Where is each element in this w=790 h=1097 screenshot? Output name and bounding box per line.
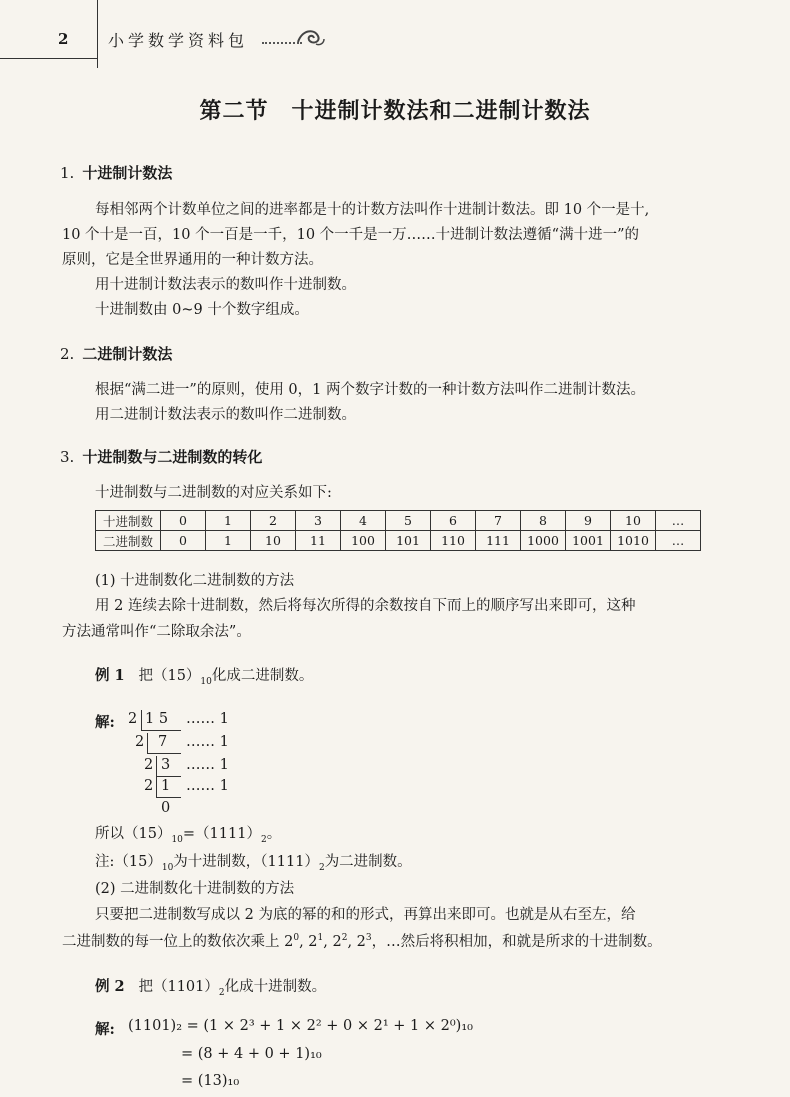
section-3-number: 3. — [60, 448, 75, 466]
equation-line: = (13)₁₀ — [181, 1073, 240, 1089]
division-dividend: 1 — [161, 778, 171, 794]
division-remainder: …… 1 — [186, 778, 229, 794]
table-cell: 10 — [251, 531, 296, 551]
note-sub: 2 — [318, 862, 325, 873]
section-1-line: 用十进制计数法表示的数叫作十进制数。 — [95, 277, 356, 293]
table-cell: 1000 — [521, 531, 566, 551]
equation-line: (1101)₂ = (1 × 2³ + 1 × 2² + 0 × 2¹ + 1 × 2⁰)₁₀ — [128, 1018, 473, 1034]
section-3-heading — [60, 446, 262, 467]
section-2-title: 二进制计数法 — [82, 345, 173, 363]
method-2-line: 二进制数的每一位上的数依次乘上 $2^0$, $2^1$, $2^2$, $2^3$，…然后将积相加，和就是所求的十进制数。 — [62, 933, 662, 950]
table-row-label: 十进制数 — [96, 511, 161, 531]
table-cell: 11 — [296, 531, 341, 551]
example-1 — [95, 664, 313, 687]
example-1-text-post: 化成二进制数。 — [211, 668, 314, 684]
result-text-pre: 所以（15） — [95, 826, 172, 842]
division-dividend: 3 — [161, 757, 171, 773]
table-cell: 10 — [611, 511, 656, 531]
table-cell: 7 — [476, 511, 521, 531]
division-remainder: …… 1 — [186, 711, 229, 727]
table-cell: 1 — [206, 511, 251, 531]
table-cell: 1001 — [566, 531, 611, 551]
section-2-line: 用二进制计数法表示的数叫作二进制数。 — [95, 407, 356, 423]
note-text-pre: 注:（15） — [95, 854, 162, 870]
note-text-mid: 为十进制数，（1111） — [173, 854, 319, 870]
example-2 — [95, 975, 326, 998]
table-row — [96, 511, 701, 531]
method-1-title: (1) 十进制数化二进制数的方法 — [95, 573, 295, 589]
swirl-ornament-icon — [296, 26, 326, 48]
table-cell: 9 — [566, 511, 611, 531]
table-cell: 4 — [341, 511, 386, 531]
section-1-line: 原则，它是全世界通用的一种计数方法。 — [62, 252, 323, 268]
section-1-line: 10 个十是一百，10 个一百是一千，10 个一千是一万……十进制计数法遵循“满十进一”的 — [62, 227, 640, 243]
table-cell: 100 — [341, 531, 386, 551]
method-2-line: 只要把二进制数写成以 2 为底的幂的和的形式，再算出来即可。也就是从右至左，给 — [95, 907, 636, 923]
table-cell: 110 — [431, 531, 476, 551]
table-row — [96, 531, 701, 551]
section-title: 第二节 十进制计数法和二进制计数法 — [199, 98, 591, 124]
result-sub: 2 — [260, 834, 267, 845]
note-sub: 10 — [161, 862, 174, 873]
table-cell: 0 — [161, 511, 206, 531]
division-quotient: 0 — [161, 800, 171, 816]
division-bracket — [147, 753, 181, 754]
method-2-line-pre: 二进制数的每一位上的数依次乘上 2 — [62, 934, 294, 950]
equation-line: = (8 + 4 + 0 + 1)₁₀ — [181, 1046, 322, 1062]
division-bracket — [147, 733, 148, 754]
section-1-line: 十进制数由 0~9 十个数字组成。 — [95, 302, 309, 318]
division-bracket — [156, 797, 181, 798]
table-cell: 101 — [386, 531, 431, 551]
table-cell: 111 — [476, 531, 521, 551]
table-cell: 6 — [431, 511, 476, 531]
result-text-mid: =（1111） — [182, 826, 261, 842]
section-2-line: 根据“满二进一”的原则，使用 0，1 两个数字计数的一种计数方法叫作二进制计数法。 — [95, 382, 645, 398]
example-1-text-sub: 10 — [200, 676, 212, 687]
section-1-heading — [60, 162, 172, 183]
table-cell: 2 — [251, 511, 296, 531]
section-1-title: 十进制计数法 — [82, 164, 173, 182]
note-text-post: 为二进制数。 — [324, 854, 412, 870]
table-cell: 1 — [206, 531, 251, 551]
example-2-text-pre: 把（1101） — [138, 979, 219, 995]
example-1-result — [95, 822, 281, 845]
book-title: 小学数学资料包 — [108, 31, 249, 50]
page-number: 2 — [58, 30, 69, 48]
example-2-text-post: 化成十进制数。 — [224, 979, 327, 995]
table-cell: … — [656, 511, 701, 531]
table-row-label: 二进制数 — [96, 531, 161, 551]
method-2-line-post: ，…然后将积相加，和就是所求的十进制数。 — [371, 934, 662, 950]
example-1-label: 例 1 — [95, 667, 125, 684]
result-sub: 10 — [171, 834, 183, 845]
section-2-number: 2. — [60, 345, 75, 363]
example-1-text-pre: 把（15） — [138, 668, 201, 684]
division-bracket — [156, 776, 181, 777]
division-bracket — [156, 777, 157, 798]
header-divider — [97, 0, 98, 68]
section-3-title: 十进制数与二进制数的转化 — [82, 448, 263, 466]
division-divisor: 2 — [128, 711, 138, 727]
header-rule — [0, 58, 97, 59]
division-dividend: 1 5 — [145, 711, 169, 727]
division-remainder: …… 1 — [186, 734, 229, 750]
division-bracket — [141, 710, 142, 731]
division-bracket — [156, 756, 157, 777]
section-1-number: 1. — [60, 164, 75, 182]
conversion-table — [95, 510, 701, 551]
section-2-heading — [60, 343, 172, 364]
example-2-text-sub: 2 — [218, 987, 225, 998]
method-1-line: 方法通常叫作“二除取余法”。 — [62, 624, 251, 640]
method-1-line: 用 2 连续去除十进制数，然后将每次所得的余数按自下而上的顺序写出来即可，这种 — [95, 598, 636, 614]
division-bracket — [141, 730, 181, 731]
solution-2-label: 解: — [95, 1021, 115, 1038]
solution-1-label: 解: — [95, 714, 115, 731]
table-cell: 5 — [386, 511, 431, 531]
example-2-label: 例 2 — [95, 978, 125, 995]
table-cell: 8 — [521, 511, 566, 531]
example-1-note — [95, 850, 412, 873]
table-intro: 十进制数与二进制数的对应关系如下: — [95, 485, 332, 501]
section-1-line: 每相邻两个计数单位之间的进率都是十的计数方法叫作十进制计数法。即 10 个一是十, — [95, 202, 650, 218]
division-divisor: 2 — [135, 734, 145, 750]
division-divisor: 2 — [144, 778, 154, 794]
result-text-post: 。 — [266, 826, 282, 842]
table-cell: 0 — [161, 531, 206, 551]
division-remainder: …… 1 — [186, 757, 229, 773]
method-2-title: (2) 二进制数化十进制数的方法 — [95, 881, 295, 897]
division-divisor: 2 — [144, 757, 154, 773]
division-dividend: 7 — [158, 734, 168, 750]
table-cell: 3 — [296, 511, 341, 531]
table-cell: … — [656, 531, 701, 551]
table-cell: 1010 — [611, 531, 656, 551]
